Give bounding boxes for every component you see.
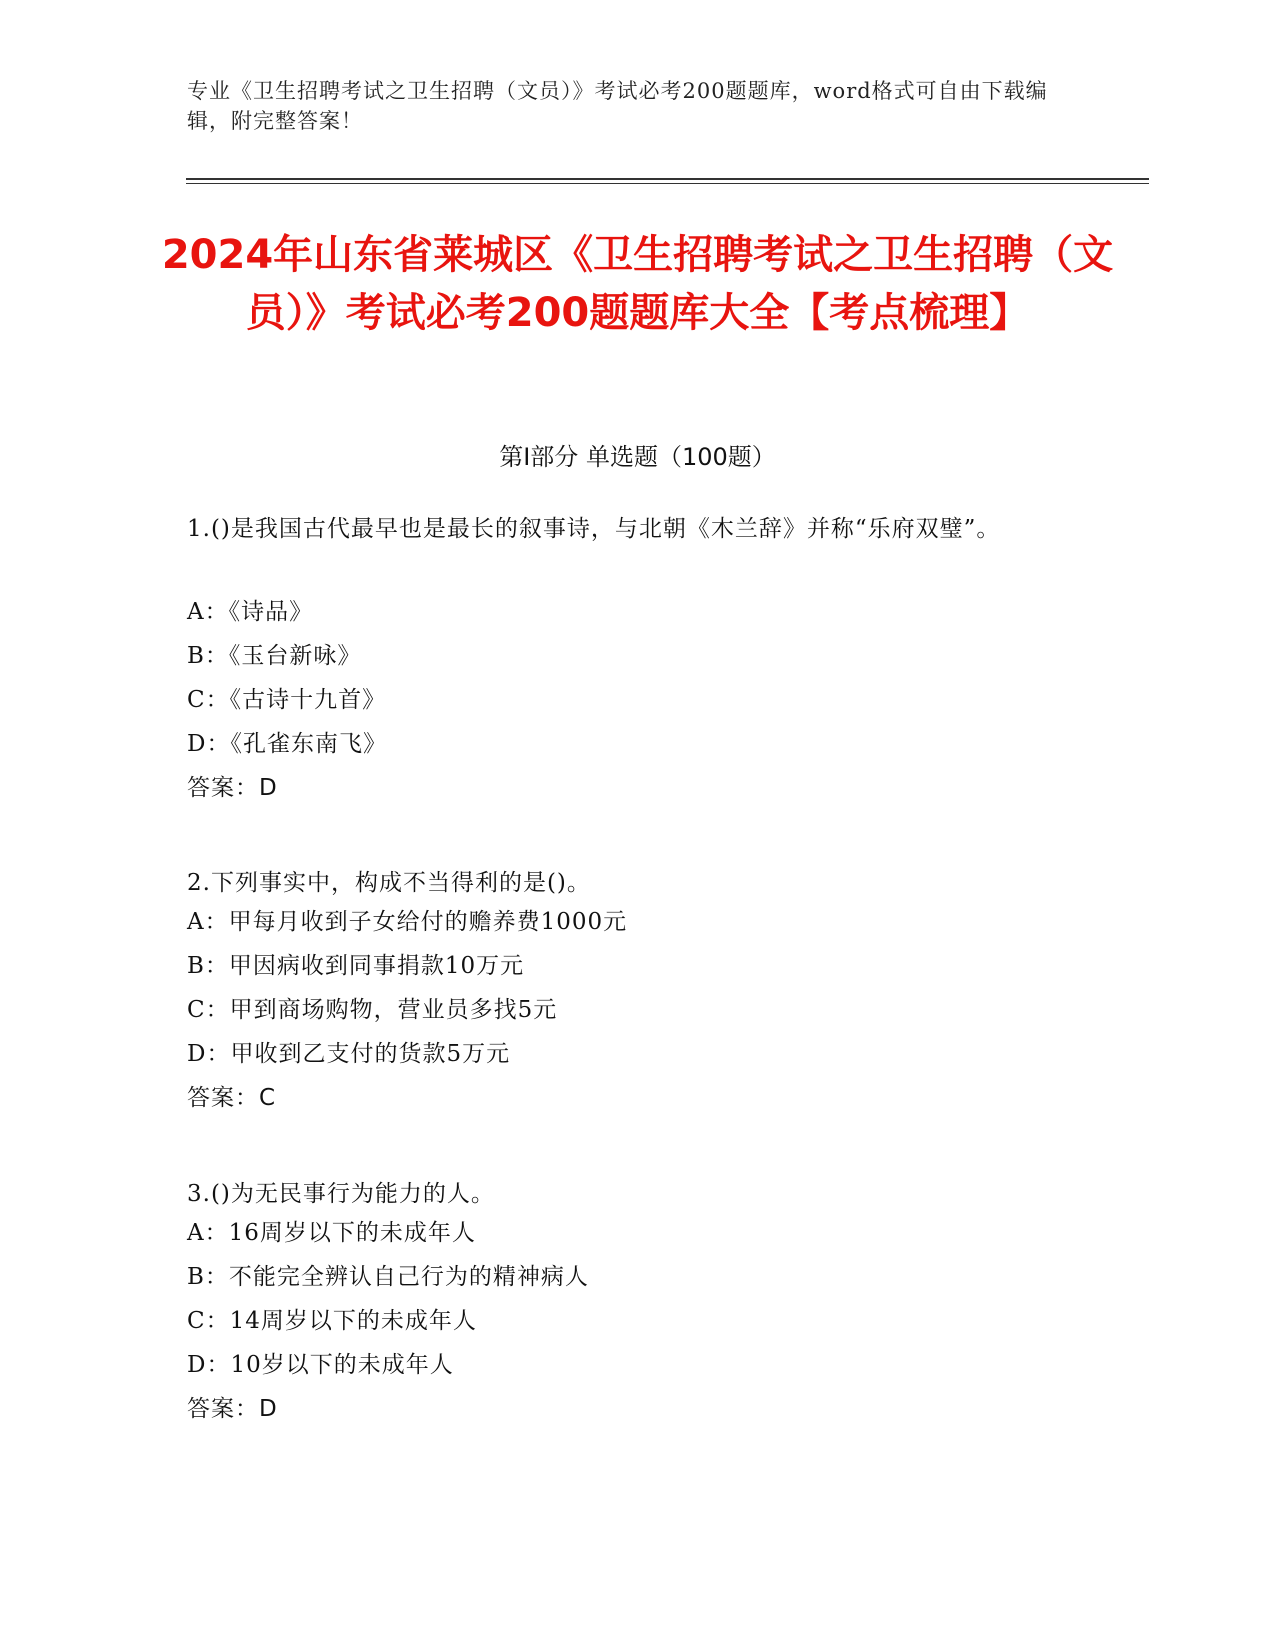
question-3-option-c: C：14周岁以下的未成年人	[187, 1308, 477, 1334]
question-3-option-b: B：不能完全辨认自己行为的精神病人	[187, 1264, 589, 1290]
question-3-text: 3.()为无民事行为能力的人。	[187, 1181, 495, 1207]
question-2-option-a: A：甲每月收到子女给付的赡养费1000元	[187, 909, 628, 935]
question-2-option-c: C：甲到商场购物，营业员多找5元	[187, 997, 558, 1023]
question-2-option-b: B：甲因病收到同事捐款10万元	[187, 953, 525, 979]
header-divider-thin	[186, 183, 1149, 184]
section-heading: 第I部分 单选题（100题）	[499, 443, 776, 471]
question-1-answer: 答案：D	[187, 775, 278, 801]
question-1-text: 1.()是我国古代最早也是最长的叙事诗，与北朝《木兰辞》并称“乐府双璧”。	[187, 516, 1001, 542]
header-divider	[186, 178, 1149, 180]
question-1-option-b: B：《玉台新咏》	[187, 643, 362, 669]
question-3-option-a: A：16周岁以下的未成年人	[187, 1220, 476, 1246]
question-1-option-c: C：《古诗十九首》	[187, 687, 387, 713]
header-note: 专业《卫生招聘考试之卫生招聘（文员）》考试必考200题题库，word格式可自由下载编辑，附完整答案！	[187, 79, 1048, 133]
question-2-text: 2.下列事实中，构成不当得利的是()。	[187, 870, 591, 896]
question-2-option-d: D：甲收到乙支付的货款5万元	[187, 1041, 511, 1067]
question-3-answer: 答案：D	[187, 1396, 278, 1422]
question-1-option-a: A：《诗品》	[187, 599, 314, 625]
question-2-answer: 答案：C	[187, 1085, 277, 1111]
question-3-option-d: D：10岁以下的未成年人	[187, 1352, 454, 1378]
document-title: 2024年山东省莱城区《卫生招聘考试之卫生招聘（文员）》考试必考200题题库大全【考点梳理】	[161, 232, 1114, 336]
question-1-option-d: D：《孔雀东南飞》	[187, 731, 387, 757]
